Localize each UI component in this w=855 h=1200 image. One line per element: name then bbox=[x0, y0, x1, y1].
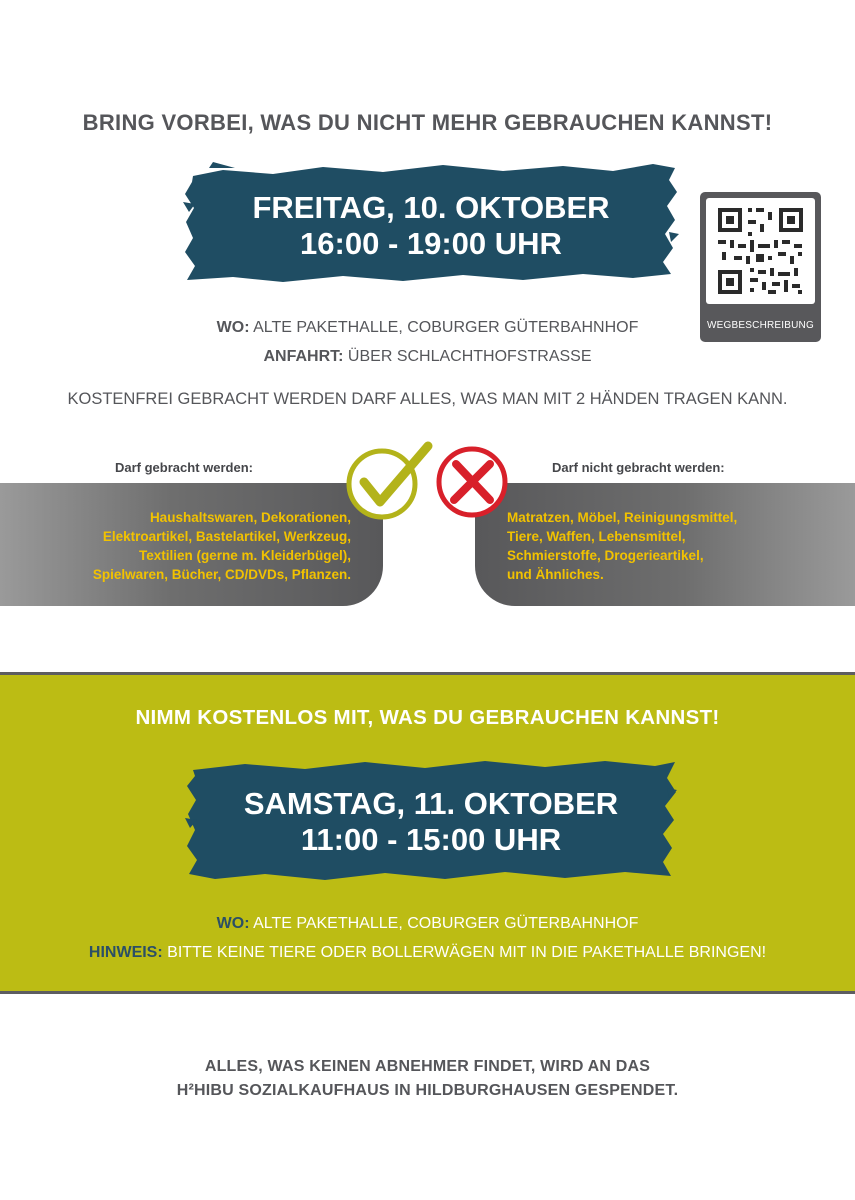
list-item: Spielwaren, Bücher, CD/DVDs, Pflanzen. bbox=[92, 567, 351, 582]
friday-banner bbox=[183, 162, 679, 284]
not-allowed-list bbox=[507, 508, 737, 584]
list-item: Tiere, Waffen, Lebensmittel, bbox=[507, 529, 686, 544]
hinweis-label: HINWEIS: bbox=[88, 944, 163, 961]
wo-label: WO: bbox=[216, 319, 250, 336]
list-item: Textilien (gerne m. Kleiderbügel), bbox=[138, 548, 351, 563]
qr-code-icon bbox=[706, 198, 815, 304]
list-item: Matratzen, Möbel, Reinigungsmittel, bbox=[507, 510, 738, 525]
wo-value: ALTE PAKETHALLE, COBURGER GÜTERBAHNHOF bbox=[253, 319, 639, 336]
headline-bring: BRING VORBEI, WAS DU NICHT MEHR GEBRAUCHEN KANNST! bbox=[82, 110, 773, 135]
allowed-list bbox=[93, 508, 351, 584]
anfahrt-value: ÜBER SCHLACHTHOFSTRASSE bbox=[347, 348, 592, 365]
qr-code bbox=[706, 198, 815, 304]
list-item: Elektroartikel, Bastelartikel, Werkzeug, bbox=[102, 529, 351, 544]
qr-caption: WEGBESCHREIBUNG bbox=[707, 320, 814, 331]
anfahrt-label: ANFAHRT: bbox=[263, 348, 344, 365]
list-item: Haushaltswaren, Dekorationen, bbox=[149, 510, 351, 525]
location-line-2 bbox=[0, 915, 855, 933]
saturday-time: 11:00 - 15:00 UHR bbox=[300, 822, 562, 857]
headline-nimm: NIMM KOSTENLOS MIT, WAS DU GEBRAUCHEN KANNST! bbox=[135, 706, 720, 729]
list-item: und Ähnliches. bbox=[507, 567, 604, 582]
list-item: Schmierstoffe, Drogerieartikel, bbox=[507, 548, 704, 563]
anfahrt-line bbox=[0, 348, 855, 366]
cross-icon bbox=[434, 442, 514, 522]
footer-line-1: ALLES, WAS KEINEN ABNEHMER FINDET, WIRD AN DAS bbox=[204, 1058, 651, 1075]
saturday-date: SAMSTAG, 11. OKTOBER bbox=[243, 786, 619, 821]
allowed-label: Darf gebracht werden: bbox=[115, 460, 253, 475]
free-note: KOSTENFREI GEBRACHT WERDEN DARF ALLES, WAS MAN MIT 2 HÄNDEN TRAGEN KANN. bbox=[67, 390, 788, 408]
footer-line-2: H²HIBU SOZIALKAUFHAUS IN HILDBURGHAUSEN GESPENDET. bbox=[176, 1082, 679, 1099]
wo-label-2: WO: bbox=[216, 915, 250, 932]
saturday-banner bbox=[185, 758, 677, 882]
not-allowed-panel bbox=[475, 483, 855, 606]
check-icon bbox=[344, 440, 434, 522]
hinweis-line bbox=[0, 944, 855, 962]
not-allowed-label: Darf nicht gebracht werden: bbox=[552, 460, 725, 475]
location-line bbox=[0, 319, 855, 337]
friday-time: 16:00 - 19:00 UHR bbox=[300, 226, 562, 261]
wo-value-2: ALTE PAKETHALLE, COBURGER GÜTERBAHNHOF bbox=[253, 915, 639, 932]
hinweis-value: BITTE KEINE TIERE ODER BOLLERWÄGEN MIT IN DIE PAKETHALLE BRINGEN! bbox=[167, 944, 767, 961]
friday-date: FREITAG, 10. OKTOBER bbox=[252, 190, 610, 225]
allowed-panel bbox=[0, 483, 383, 606]
